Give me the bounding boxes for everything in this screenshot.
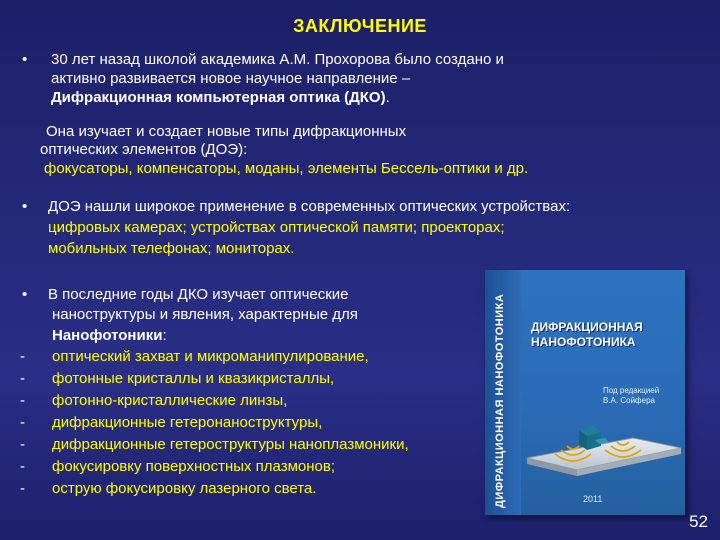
dash-1: -	[20, 348, 25, 365]
dash-6: -	[20, 458, 25, 475]
nano-item-4: дифракционные гетеронаноструктуры,	[52, 414, 323, 431]
dash-3: -	[20, 392, 25, 409]
bullet-1: •	[22, 51, 28, 68]
bullet-2: •	[22, 198, 28, 215]
dash-5: -	[20, 436, 25, 453]
nanophotonics-term: Нанофотоники	[52, 327, 163, 344]
dko-term: Дифракционная компьютерная оптика (ДКО)	[51, 89, 386, 106]
apps-line-1: ДОЭ нашли широкое применение в современных оптических устройствах:	[48, 198, 571, 215]
dash-4: -	[20, 414, 25, 431]
dash-2: -	[20, 370, 25, 387]
doe-line-3: фокусаторы, компенсаторы, моданы, элементы Бессель-оптики и др.	[44, 160, 529, 177]
nano-line-2: наноструктуры и явления, характерные для	[52, 306, 358, 323]
intro-line-1: 30 лет назад школой академика А.М. Прохорова было создано и	[51, 51, 504, 68]
nano-item-3: фотонно-кристаллические линзы,	[52, 392, 288, 409]
book-editor: Под редакцией В.А. Сойфера	[603, 386, 660, 405]
book-title: ДИФРАКЦИОННАЯ НАНОФОТОНИКА	[531, 320, 643, 349]
page-number: 52	[689, 512, 708, 531]
apps-line-3: мобильных телефонах; мониторах.	[48, 240, 295, 257]
nano-item-7: острую фокусировку лазерного света.	[52, 480, 317, 497]
nano-item-2: фотонные кристаллы и квазикристаллы,	[52, 370, 335, 387]
bullet-3: •	[22, 286, 28, 303]
intro-line-3: Дифракционная компьютерная оптика (ДКО).	[51, 89, 390, 106]
book-spine	[485, 270, 522, 515]
apps-line-2: цифровых камерах; устройствах оптической памяти; проекторах;	[48, 219, 505, 236]
nano-item-1: оптический захват и микроманипулирование,	[52, 348, 369, 365]
nano-item-6: фокусировку поверхностных плазмонов;	[52, 458, 336, 475]
book-spine-text: ДИФРАКЦИОННАЯ НАНОФОТОНИКА	[494, 293, 506, 508]
slide-title: ЗАКЛЮЧЕНИЕ	[293, 16, 427, 36]
book-cover-image	[485, 270, 685, 515]
book-front	[521, 270, 685, 515]
nano-item-5: дифракционные гетероструктуры наноплазмоники,	[52, 436, 409, 453]
book-year: 2011	[583, 494, 603, 504]
book-illustration	[521, 270, 685, 515]
nano-line-1: В последние годы ДКО изучает оптические	[48, 286, 349, 303]
nano-line-3: Нанофотоники:	[52, 327, 167, 344]
doe-line-1: Она изучает и создает новые типы дифракционных	[46, 123, 407, 140]
doe-line-2: оптических элементов (ДОЭ):	[40, 141, 248, 158]
intro-line-2: активно развивается новое научное направление –	[51, 70, 411, 87]
dash-7: -	[20, 480, 25, 497]
